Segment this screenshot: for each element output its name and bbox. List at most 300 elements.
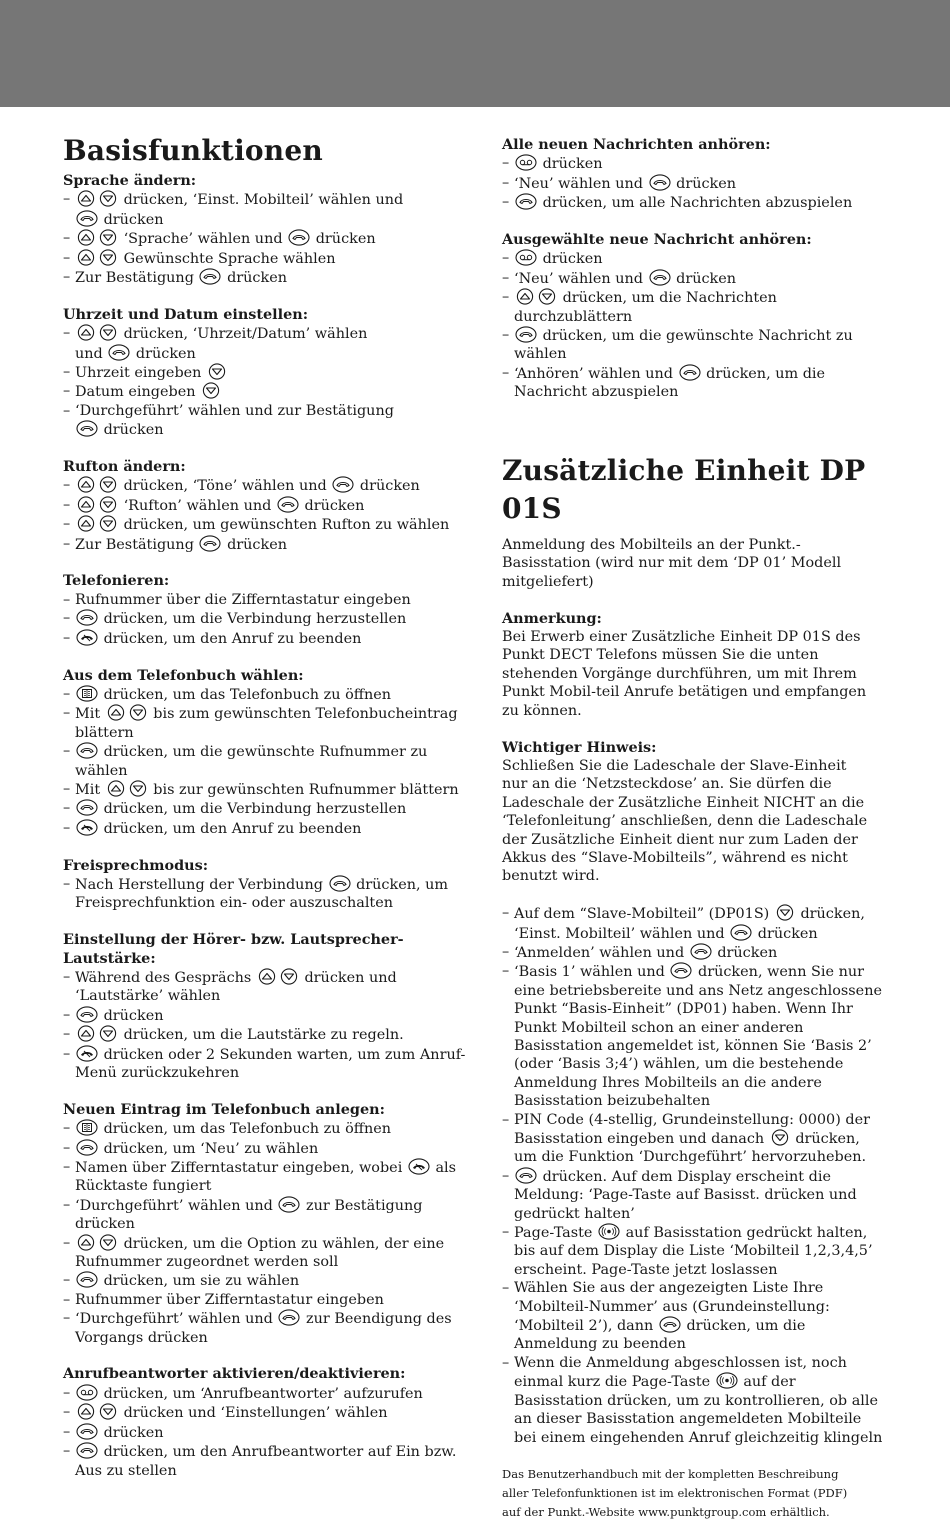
line-text: Vorgangs drücken bbox=[75, 1329, 208, 1346]
list-item bbox=[502, 174, 922, 193]
left-column bbox=[63, 132, 475, 1498]
call-key-icon bbox=[649, 174, 671, 191]
line-text: drücken bbox=[676, 175, 737, 192]
end-call-key-icon bbox=[76, 629, 98, 646]
line-text: drücken, um die Nachrichten bbox=[562, 290, 777, 307]
dash-bullet: – bbox=[63, 516, 71, 533]
call-key-icon bbox=[679, 364, 701, 381]
instruction-section bbox=[63, 572, 475, 648]
call-key-icon bbox=[76, 1271, 98, 1288]
list-item-continuation bbox=[502, 1186, 922, 1204]
important-heading: Wichtiger Hinweis: bbox=[502, 738, 657, 756]
dash-bullet: – bbox=[63, 1443, 71, 1460]
dash-bullet: – bbox=[63, 364, 71, 381]
instruction-section bbox=[63, 1101, 475, 1347]
up-arrow-key-icon bbox=[76, 1403, 96, 1420]
list-item-continuation bbox=[502, 1037, 922, 1055]
list-item bbox=[63, 1196, 475, 1215]
section-heading: Alle neuen Nachrichten anhören: bbox=[502, 136, 771, 153]
list-item bbox=[63, 742, 475, 761]
list-item-continuation bbox=[502, 1019, 922, 1037]
line-text: um die Funktion ‘Durchgeführt’ hervorzuheben. bbox=[514, 1149, 867, 1166]
dash-bullet: – bbox=[502, 943, 510, 960]
up-arrow-key-icon bbox=[76, 229, 96, 246]
important-line: Ladeschale der Zusätzliche Einheit NICHT an die bbox=[502, 794, 865, 811]
list-item bbox=[502, 154, 922, 173]
line-text: ‘Rufton’ wählen und bbox=[123, 497, 272, 514]
dash-bullet: – bbox=[63, 705, 71, 722]
line-text: Mit bbox=[75, 706, 101, 723]
list-item-continuation bbox=[502, 1335, 922, 1353]
dash-bullet: – bbox=[502, 194, 510, 211]
list-item bbox=[63, 1442, 475, 1461]
line-text: Auf dem “Slave-Mobilteil” (DP01S) bbox=[514, 906, 770, 923]
call-key-icon bbox=[670, 962, 692, 979]
list-item-continuation bbox=[502, 924, 922, 943]
down-arrow-key-icon bbox=[98, 1234, 118, 1251]
line-text: Anmeldung Ihres Mobilteils an die andere bbox=[514, 1074, 822, 1091]
line-text: Aus zu stellen bbox=[75, 1462, 177, 1479]
dash-bullet: – bbox=[63, 1272, 71, 1289]
header-bar bbox=[0, 0, 950, 107]
list-item bbox=[63, 1158, 475, 1177]
line-text: ‘Durchgeführt’ wählen und bbox=[75, 1197, 273, 1214]
up-arrow-key-icon bbox=[76, 1025, 96, 1042]
call-key-icon bbox=[278, 1196, 300, 1213]
list-item bbox=[63, 190, 475, 209]
call-key-icon bbox=[649, 269, 671, 286]
list-item-continuation bbox=[63, 1215, 475, 1233]
section-heading: Aus dem Telefonbuch wählen: bbox=[63, 666, 304, 684]
list-item-continuation bbox=[502, 308, 922, 326]
list-item bbox=[63, 1234, 475, 1253]
call-key-icon bbox=[288, 229, 310, 246]
line-text: bis zum gewünschten Telefonbucheintrag bbox=[153, 706, 458, 723]
dash-bullet: – bbox=[502, 905, 510, 922]
line-text: Nach Herstellung der Verbindung bbox=[75, 876, 323, 893]
call-key-icon bbox=[277, 496, 299, 513]
list-item-continuation bbox=[502, 1410, 922, 1428]
dash-bullet: – bbox=[63, 325, 71, 342]
line-text: Page-Taste bbox=[514, 1225, 593, 1242]
line-text: drücken, um sie zu wählen bbox=[103, 1273, 300, 1290]
dash-bullet: – bbox=[63, 1196, 71, 1213]
list-item-continuation bbox=[63, 344, 475, 363]
dash-bullet: – bbox=[63, 1291, 71, 1308]
call-key-icon bbox=[76, 1139, 98, 1156]
list-item bbox=[502, 1279, 922, 1297]
line-text: Basisstation eingeben und danach bbox=[514, 1131, 765, 1148]
dash-bullet: – bbox=[63, 1423, 71, 1440]
list-item bbox=[63, 229, 475, 248]
line-text: drücken bbox=[757, 925, 818, 942]
dash-bullet: – bbox=[502, 269, 510, 286]
dash-bullet: – bbox=[63, 1120, 71, 1137]
important-line: Akkus des “Slave-Mobilteils”, während es nicht bbox=[502, 849, 848, 866]
list-item bbox=[63, 1403, 475, 1422]
dash-bullet: – bbox=[502, 1354, 510, 1371]
down-arrow-key-icon bbox=[98, 249, 118, 266]
line-text: drücken, ‘Töne’ wählen und bbox=[123, 478, 327, 495]
dash-bullet: – bbox=[63, 1159, 71, 1176]
down-arrow-key-icon bbox=[537, 288, 557, 305]
line-text: Wählen Sie aus der angezeigten Liste Ihre bbox=[514, 1280, 824, 1297]
dash-bullet: – bbox=[63, 496, 71, 513]
line-text: drücken oder 2 Sekunden warten, um zum Anruf- bbox=[103, 1046, 466, 1063]
list-item-continuation bbox=[502, 1298, 922, 1316]
line-text: drücken und bbox=[304, 969, 397, 986]
page-key-icon bbox=[716, 1372, 738, 1389]
list-item bbox=[502, 1223, 922, 1242]
list-item bbox=[63, 324, 475, 343]
line-text: drücken bbox=[103, 211, 164, 228]
intro-block bbox=[502, 536, 922, 591]
down-arrow-key-icon bbox=[775, 904, 795, 921]
dash-bullet: – bbox=[63, 477, 71, 494]
call-key-icon bbox=[108, 344, 130, 361]
list-item bbox=[63, 968, 475, 987]
intro-line: mitgeliefert) bbox=[502, 573, 594, 590]
line-text: drücken, bbox=[795, 1131, 860, 1148]
section-heading: Telefonieren: bbox=[63, 572, 170, 590]
line-text: drücken, um bbox=[356, 876, 449, 893]
line-text: drücken bbox=[103, 422, 164, 439]
call-key-icon bbox=[278, 1309, 300, 1326]
call-key-icon bbox=[329, 875, 351, 892]
line-text: ‘Einst. Mobilteil’ wählen und bbox=[514, 925, 725, 942]
line-text: drücken, um den Anruf zu beenden bbox=[103, 820, 362, 837]
dash-bullet: – bbox=[63, 1045, 71, 1062]
dash-bullet: – bbox=[63, 269, 71, 286]
dash-bullet: – bbox=[63, 875, 71, 892]
line-text: drücken bbox=[542, 251, 603, 268]
down-arrow-key-icon bbox=[98, 190, 118, 207]
dash-bullet: – bbox=[63, 191, 71, 208]
line-text: wählen bbox=[514, 346, 567, 363]
list-item-continuation bbox=[63, 1462, 475, 1480]
dash-bullet: – bbox=[502, 364, 510, 381]
instruction-section bbox=[63, 667, 475, 839]
important-line: der Zusätzliche Einheit dient nur zum Laden der bbox=[502, 831, 858, 848]
call-key-icon bbox=[76, 1423, 98, 1440]
answering-machine-key-icon bbox=[515, 154, 537, 171]
line-text: Punkt Mobilteil schon an einer anderen bbox=[514, 1019, 804, 1036]
important-block bbox=[502, 739, 922, 886]
down-arrow-key-icon bbox=[98, 496, 118, 513]
line-text: ‘Durchgeführt’ wählen und bbox=[75, 1311, 273, 1328]
call-key-icon bbox=[515, 1167, 537, 1184]
registration-steps bbox=[502, 904, 922, 1447]
line-text: auf Basisstation gedrückt halten, bbox=[625, 1225, 868, 1242]
right-column bbox=[502, 136, 922, 1522]
line-text: Menü zurückzukehren bbox=[75, 1065, 240, 1081]
remark-line: zu können. bbox=[502, 702, 582, 719]
up-arrow-key-icon bbox=[76, 190, 96, 207]
line-text: drücken, um die Verbindung herzustellen bbox=[103, 801, 407, 818]
dash-bullet: – bbox=[63, 249, 71, 266]
list-item-continuation bbox=[63, 987, 475, 1005]
line-text: drücken bbox=[75, 1216, 135, 1233]
remark-line: stehenden Vorgänge durchführen, um mit Ihrem bbox=[502, 665, 857, 682]
section-heading: Freisprechmodus: bbox=[63, 856, 209, 874]
list-item bbox=[63, 609, 475, 628]
down-arrow-key-icon bbox=[98, 476, 118, 493]
section-title-dp01s: Zusätzliche Einheit DP 01S bbox=[502, 454, 866, 526]
answering-machine-key-icon bbox=[515, 249, 537, 266]
up-arrow-key-icon bbox=[106, 780, 126, 797]
line-text: wählen bbox=[75, 762, 128, 779]
line-text: einmal kurz die Page-Taste bbox=[514, 1374, 711, 1391]
line-text: Basisstation beizubehalten bbox=[514, 1093, 711, 1110]
line-text: bis auf dem Display die Liste ‘Mobilteil 1,2,3,4,5’ bbox=[514, 1243, 873, 1260]
line-text: drücken, um das Telefonbuch zu öffnen bbox=[103, 686, 392, 703]
line-text: drücken, um die Verbindung herzustellen bbox=[103, 611, 407, 628]
remark-heading: Anmerkung: bbox=[502, 609, 602, 627]
line-text: drücken, um ‘Neu’ zu wählen bbox=[103, 1140, 319, 1157]
line-text: ‘Anhören’ wählen und bbox=[514, 365, 673, 382]
list-item bbox=[502, 326, 922, 345]
dash-bullet: – bbox=[502, 289, 510, 306]
line-text: Zur Bestätigung bbox=[75, 536, 194, 553]
list-item bbox=[502, 904, 922, 923]
list-item bbox=[63, 496, 475, 515]
line-text: drücken bbox=[103, 1007, 164, 1024]
line-text: Rufnummer zugeordnet werden soll bbox=[75, 1254, 339, 1271]
dash-bullet: – bbox=[502, 250, 510, 267]
line-text: drücken bbox=[304, 497, 365, 514]
line-text: drücken, um die Option zu wählen, der eine bbox=[123, 1235, 445, 1252]
line-text: als bbox=[435, 1160, 457, 1177]
list-item bbox=[63, 1271, 475, 1290]
list-item bbox=[63, 1309, 475, 1328]
intro-line: Anmeldung des Mobilteils an der Punkt.- bbox=[502, 537, 801, 554]
line-text: drücken bbox=[315, 231, 376, 248]
remark-line: Bei Erwerb einer Zusätzliche Einheit DP 01S des bbox=[502, 629, 861, 646]
line-text: Freisprechfunktion ein- oder auszuschalten bbox=[75, 895, 393, 912]
line-text: auf der bbox=[743, 1374, 796, 1391]
line-text: ‘Neu’ wählen und bbox=[514, 270, 643, 287]
dash-bullet: – bbox=[502, 155, 510, 172]
line-text: Anmeldung zu beenden bbox=[514, 1336, 686, 1353]
list-item bbox=[63, 704, 475, 723]
line-text: Wenn die Anmeldung abgeschlossen ist, noch bbox=[514, 1354, 847, 1371]
list-item bbox=[502, 288, 922, 307]
line-text: bei einem eingehenden Anruf gleichzeitig klingeln bbox=[514, 1429, 883, 1446]
line-text: ‘Mobilteil 2’), dann bbox=[514, 1318, 654, 1335]
dash-bullet: – bbox=[63, 1234, 71, 1251]
dash-bullet: – bbox=[63, 1384, 71, 1401]
phonebook-key-icon bbox=[76, 1119, 98, 1136]
down-arrow-key-icon bbox=[279, 968, 299, 985]
call-key-icon bbox=[76, 609, 98, 626]
list-item bbox=[502, 1354, 922, 1372]
call-key-icon bbox=[199, 535, 221, 552]
dash-bullet: – bbox=[63, 819, 71, 836]
list-item-continuation bbox=[63, 724, 475, 742]
dash-bullet: – bbox=[63, 230, 71, 247]
list-item bbox=[63, 685, 475, 704]
list-item bbox=[63, 780, 475, 799]
list-item-continuation bbox=[502, 1429, 922, 1447]
dash-bullet: – bbox=[63, 968, 71, 985]
call-key-icon bbox=[332, 476, 354, 493]
section-heading: Sprache ändern: bbox=[63, 172, 197, 189]
remark-block bbox=[502, 610, 922, 720]
up-arrow-key-icon bbox=[76, 496, 96, 513]
line-text: gedrückt halten’ bbox=[514, 1205, 635, 1222]
list-item-continuation bbox=[63, 420, 475, 439]
list-item bbox=[63, 535, 475, 554]
list-item bbox=[63, 799, 475, 818]
line-text: drücken bbox=[103, 1424, 164, 1441]
list-item-continuation bbox=[63, 1177, 475, 1195]
dash-bullet: – bbox=[63, 1404, 71, 1421]
line-text: ‘Sprache’ wählen und bbox=[123, 231, 283, 248]
line-text: durchzublättern bbox=[514, 308, 633, 325]
important-line: Schließen Sie die Ladeschale der Slave-Einheit bbox=[502, 757, 847, 774]
call-key-icon bbox=[515, 326, 537, 343]
list-item-continuation bbox=[502, 982, 922, 1000]
list-item-continuation bbox=[63, 762, 475, 780]
line-text: drücken bbox=[676, 270, 737, 287]
list-item bbox=[502, 193, 922, 212]
line-text: drücken, ‘Einst. Mobilteil’ wählen und bbox=[123, 192, 404, 209]
call-key-icon bbox=[730, 924, 752, 941]
down-arrow-key-icon bbox=[98, 515, 118, 532]
section-heading-cont: Lautstärke: bbox=[63, 949, 156, 967]
list-item bbox=[63, 363, 475, 382]
line-text: drücken, um die Lautstärke zu regeln. bbox=[123, 1027, 404, 1044]
line-text: drücken bbox=[227, 536, 287, 553]
up-arrow-key-icon bbox=[76, 515, 96, 532]
line-text: ‘Mobilteil-Nummer’ aus (Grundeinstellung: bbox=[514, 1298, 830, 1315]
call-key-icon bbox=[76, 210, 98, 227]
page-key-icon bbox=[598, 1223, 620, 1240]
call-key-icon bbox=[76, 1006, 98, 1023]
list-item bbox=[63, 1006, 475, 1025]
list-item bbox=[63, 1291, 475, 1309]
line-text: zur Bestätigung bbox=[306, 1197, 423, 1214]
dash-bullet: – bbox=[63, 535, 71, 552]
dash-bullet: – bbox=[63, 610, 71, 627]
remark-line: Punkt Mobil-teil Anrufe betätigen und empfangen bbox=[502, 684, 867, 701]
line-text: drücken. Auf dem Display erscheint die bbox=[542, 1168, 831, 1185]
line-text: Meldung: ‘Page-Taste auf Basisst. drücken und bbox=[514, 1187, 857, 1204]
down-arrow-key-icon bbox=[770, 1129, 790, 1146]
end-call-key-icon bbox=[76, 1045, 98, 1062]
line-text: drücken, um die bbox=[706, 365, 826, 382]
list-item bbox=[63, 1384, 475, 1403]
list-item bbox=[502, 1167, 922, 1186]
list-item bbox=[502, 1111, 922, 1129]
list-item bbox=[63, 1045, 475, 1064]
list-item-continuation bbox=[502, 1074, 922, 1092]
up-arrow-key-icon bbox=[515, 288, 535, 305]
list-item-continuation bbox=[502, 345, 922, 363]
instruction-section bbox=[502, 136, 922, 213]
call-key-icon bbox=[76, 799, 98, 816]
up-arrow-key-icon bbox=[76, 476, 96, 493]
list-item bbox=[63, 1025, 475, 1044]
intro-line: Basisstation (wird nur mit dem ‘DP 01’ Modell bbox=[502, 555, 842, 572]
dash-bullet: – bbox=[63, 1310, 71, 1327]
list-item-continuation bbox=[502, 1316, 922, 1335]
list-item-continuation bbox=[502, 383, 922, 401]
dash-bullet: – bbox=[63, 629, 71, 646]
remark-line: Punkt DECT Telefons müssen Sie die unten bbox=[502, 647, 819, 664]
dash-bullet: – bbox=[63, 800, 71, 817]
list-item-continuation bbox=[502, 1000, 922, 1018]
line-text: drücken, um den Anruf zu beenden bbox=[103, 630, 362, 647]
important-line: nur an die ‘Netzsteckdose’ an. Sie dürfen die bbox=[502, 776, 832, 793]
section-heading: Einstellung der Hörer- bzw. Lautsprecher- bbox=[63, 931, 404, 949]
line-text: drücken und ‘Einstellungen’ wählen bbox=[123, 1405, 388, 1422]
list-item-continuation bbox=[63, 894, 475, 912]
line-text: bis zur gewünschten Rufnummer blättern bbox=[153, 781, 459, 798]
list-item-continuation bbox=[63, 1329, 475, 1347]
up-arrow-key-icon bbox=[76, 1234, 96, 1251]
line-text: drücken, wenn Sie nur bbox=[698, 964, 864, 981]
list-item bbox=[63, 1423, 475, 1442]
dash-bullet: – bbox=[63, 591, 71, 608]
list-item-continuation bbox=[502, 1129, 922, 1148]
down-arrow-key-icon bbox=[207, 363, 227, 380]
list-item bbox=[63, 875, 475, 894]
line-text: drücken bbox=[717, 944, 778, 961]
line-text: drücken, um gewünschten Rufton zu wählen bbox=[123, 517, 450, 534]
line-text: und bbox=[75, 345, 103, 362]
line-text: Namen über Zifferntastatur eingeben, wobei bbox=[75, 1160, 403, 1177]
footnote bbox=[502, 1465, 922, 1522]
line-text: drücken bbox=[359, 478, 420, 495]
instruction-section bbox=[63, 1365, 475, 1479]
line-text: drücken, um ‘Anrufbeantworter’ aufzurufen bbox=[103, 1385, 423, 1402]
list-item bbox=[63, 268, 475, 287]
section-heading: Rufton ändern: bbox=[63, 458, 186, 476]
line-text: drücken, um alle Nachrichten abzuspielen bbox=[542, 195, 853, 212]
up-arrow-key-icon bbox=[76, 249, 96, 266]
line-text: drücken, um die gewünschte Nachricht zu bbox=[542, 328, 853, 345]
section-heading: Neuen Eintrag im Telefonbuch anlegen: bbox=[63, 1100, 385, 1118]
footnote-line: Das Benutzerhandbuch mit der kompletten Beschreibung bbox=[502, 1467, 839, 1482]
dash-bullet: – bbox=[63, 780, 71, 797]
line-text: Datum eingeben bbox=[75, 384, 196, 401]
line-text: drücken bbox=[135, 345, 196, 362]
dash-bullet: – bbox=[63, 743, 71, 760]
line-text: blättern bbox=[75, 724, 134, 741]
list-item bbox=[502, 364, 922, 383]
list-item-continuation bbox=[502, 1242, 922, 1260]
call-key-icon bbox=[76, 420, 98, 437]
instruction-section bbox=[63, 458, 475, 554]
line-text: Uhrzeit eingeben bbox=[75, 365, 202, 382]
line-text: ‘Durchgeführt’ wählen und zur Bestätigung bbox=[75, 402, 394, 419]
list-item-continuation bbox=[502, 1148, 922, 1166]
dash-bullet: – bbox=[63, 383, 71, 400]
section-heading: Anrufbeantworter aktivieren/deaktivieren: bbox=[63, 1365, 406, 1383]
line-text: drücken, um das Telefonbuch zu öffnen bbox=[103, 1121, 392, 1138]
dash-bullet: – bbox=[63, 685, 71, 702]
call-key-icon bbox=[76, 1442, 98, 1459]
list-item bbox=[63, 591, 475, 609]
dash-bullet: – bbox=[502, 174, 510, 191]
list-item-continuation bbox=[502, 1092, 922, 1110]
down-arrow-key-icon bbox=[98, 229, 118, 246]
page-title: Basisfunktionen bbox=[63, 134, 323, 167]
end-call-key-icon bbox=[76, 819, 98, 836]
list-item bbox=[63, 515, 475, 534]
list-item bbox=[63, 1139, 475, 1158]
